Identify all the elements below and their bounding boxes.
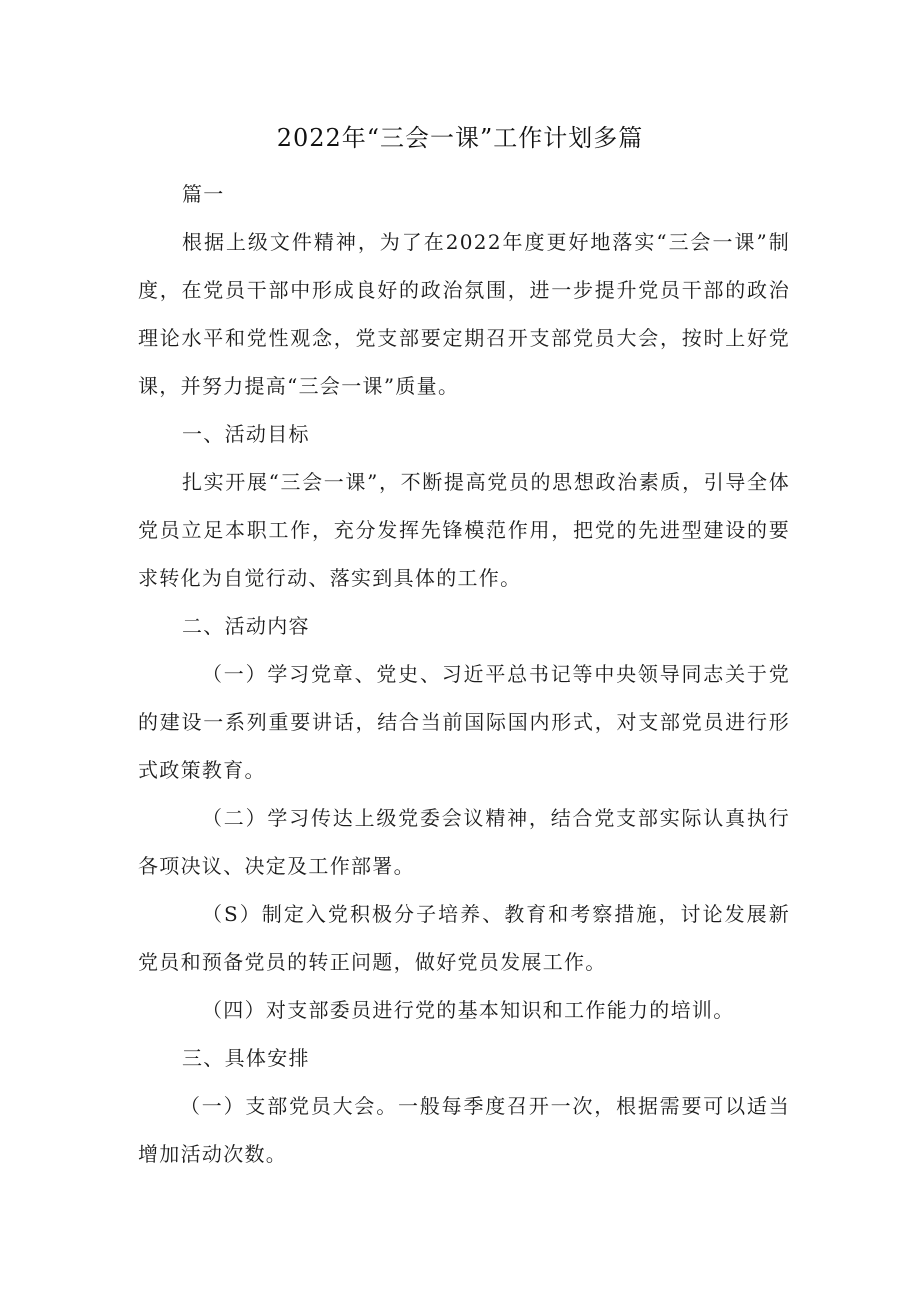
list-item: （S）制定入党积极分子培养、教育和考察措施，讨论发展新党员和预备党员的转正问题，做好党员发展工作。: [138, 902, 790, 974]
section-heading: 一、活动目标: [182, 422, 310, 446]
list-item: （四）对支部委员进行党的基本知识和工作能力的培训。: [202, 998, 735, 1022]
list-item: （一）学习党章、党史、习近平总书记等中央领导同志关于党的建设一系列重要讲话，结合当前国际国内形式，对支部党员进行形式政策教育。: [138, 662, 790, 782]
section-heading: 二、活动内容: [182, 614, 310, 638]
list-item: （一）支部党员大会。一般每季度召开一次，根据需要可以适当增加活动次数。: [138, 1094, 790, 1166]
section-label: 篇一: [182, 182, 225, 206]
document-body: [138, 170, 790, 1178]
section-heading: 三、具体安排: [182, 1046, 310, 1070]
paragraph: 扎实开展“三会一课”，不断提高党员的思想政治素质，引导全体党员立足本职工作，充分发挥先锋模范作用，把党的先进型建设的要求转化为自觉行动、落实到具体的工作。: [138, 470, 790, 590]
document-title: 2022年“三会一课”工作计划多篇: [276, 124, 644, 152]
list-item: （二）学习传达上级党委会议精神，结合党支部实际认真执行各项决议、决定及工作部署。: [138, 806, 790, 878]
paragraph: 根据上级文件精神，为了在2022年度更好地落实“三会一课”制度，在党员干部中形成良好的政治氛围，进一步提升党员干部的政治理论水平和党性观念，党支部要定期召开支部党员大会，按时上好党课，并努力提高“三会一课”质量。: [138, 230, 790, 398]
